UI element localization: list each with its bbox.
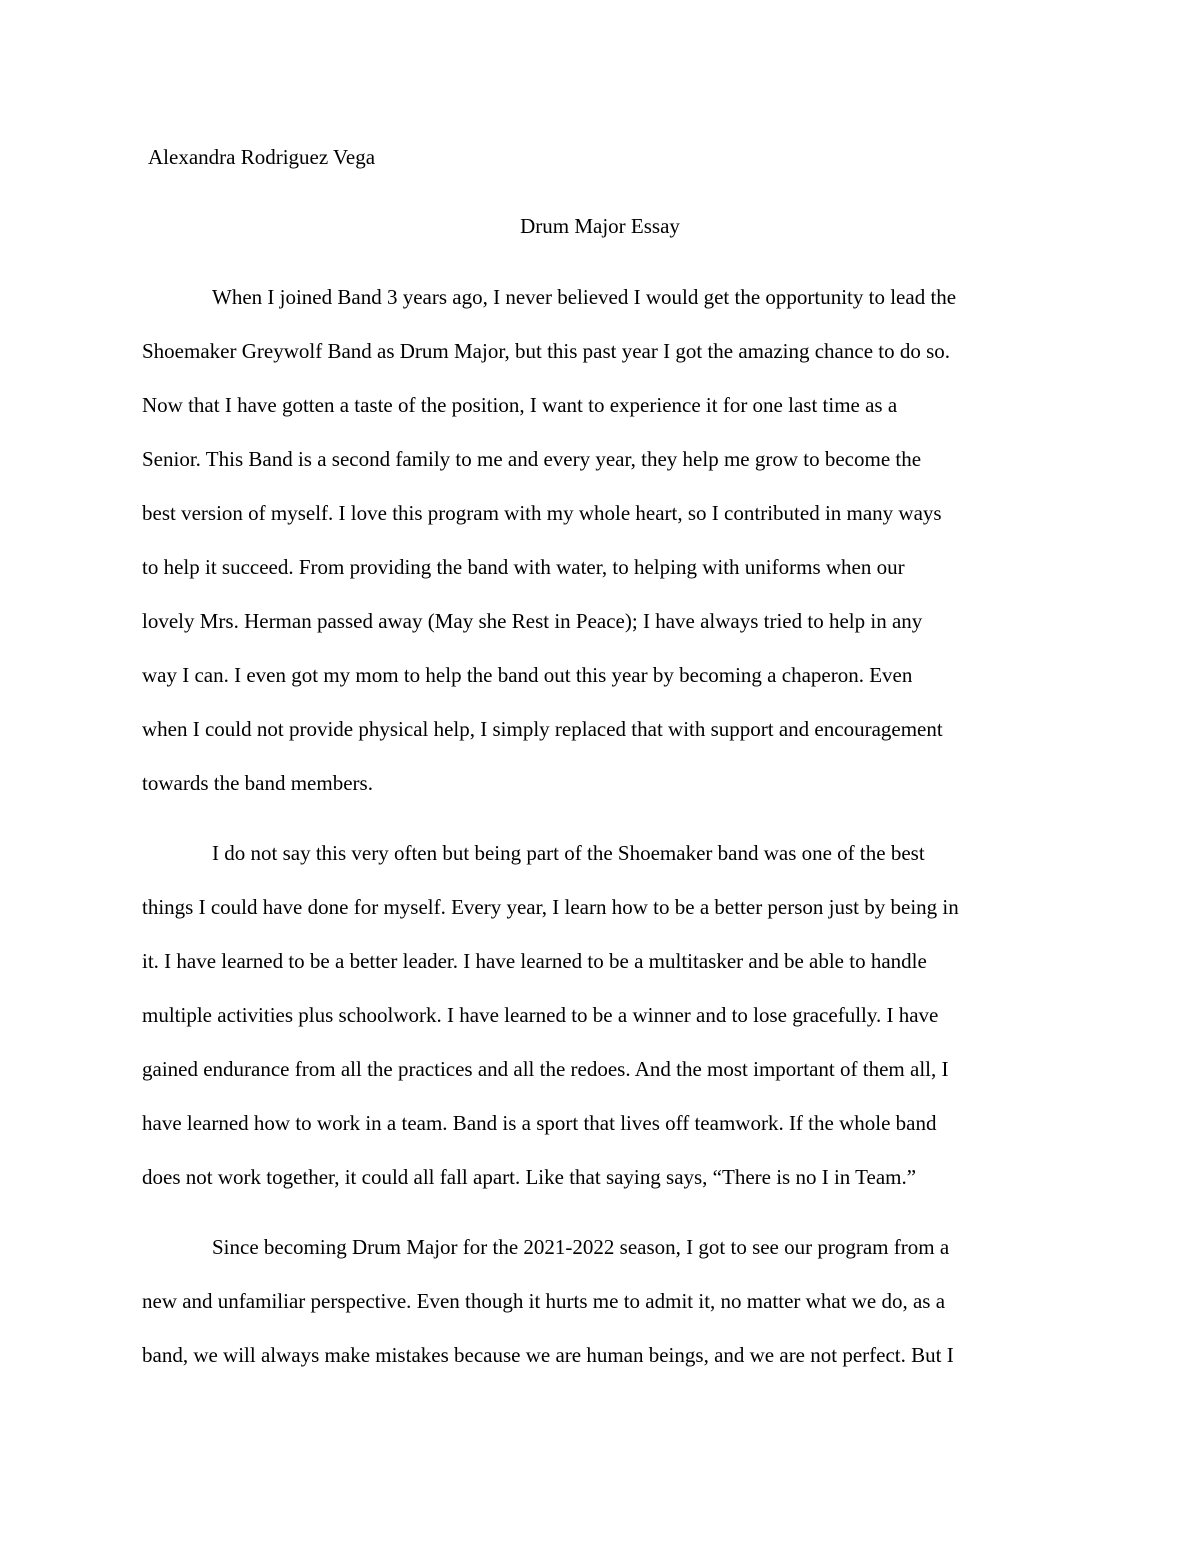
paragraph-2-line-2: things I could have done for myself. Every year, I learn how to be a better person just by being in <box>142 895 959 919</box>
paragraph-2-line-7: does not work together, it could all fall apart. Like that saying says, “There is no I in Team.” <box>142 1165 917 1189</box>
essay-title: Drum Major Essay <box>520 214 680 238</box>
paragraph-1-line-4: Senior. This Band is a second family to me and every year, they help me grow to become the <box>142 447 922 471</box>
paragraph-1-line-2: Shoemaker Greywolf Band as Drum Major, but this past year I got the amazing chance to do so. <box>142 339 951 363</box>
paragraph-1-line-3: Now that I have gotten a taste of the position, I want to experience it for one last time as a <box>142 393 898 417</box>
paragraph-2-line-5: gained endurance from all the practices and all the redoes. And the most important of them all, I <box>142 1057 949 1081</box>
paragraph-3-line-2: new and unfamiliar perspective. Even though it hurts me to admit it, no matter what we do, as a <box>142 1289 946 1313</box>
paragraph-1-line-9: when I could not provide physical help, I simply replaced that with support and encouragement <box>142 717 943 741</box>
paragraph-3-line-1: Since becoming Drum Major for the 2021-2022 season, I got to see our program from a <box>212 1235 950 1259</box>
paragraph-1-line-1: When I joined Band 3 years ago, I never believed I would get the opportunity to lead the <box>212 285 957 309</box>
paragraph-1-line-8: way I can. I even got my mom to help the band out this year by becoming a chaperon. Even <box>142 663 913 687</box>
paragraph-1-line-5: best version of myself. I love this program with my whole heart, so I contributed in many ways <box>142 501 942 525</box>
paragraph-1-line-7: lovely Mrs. Herman passed away (May she Rest in Peace); I have always tried to help in any <box>142 609 923 633</box>
paragraph-3-line-3: band, we will always make mistakes because we are human beings, and we are not perfect. But I <box>142 1343 954 1367</box>
paragraph-2-line-6: have learned how to work in a team. Band is a sport that lives off teamwork. If the whole band <box>142 1111 937 1135</box>
author-name: Alexandra Rodriguez Vega <box>148 145 376 169</box>
paragraph-1-line-6: to help it succeed. From providing the band with water, to helping with uniforms when our <box>142 555 905 579</box>
paragraph-2-line-1: I do not say this very often but being part of the Shoemaker band was one of the best <box>212 841 925 865</box>
paragraph-2-line-4: multiple activities plus schoolwork. I have learned to be a winner and to lose gracefully. I have <box>142 1003 939 1027</box>
paragraph-2-line-3: it. I have learned to be a better leader. I have learned to be a multitasker and be able to handle <box>142 949 927 973</box>
paragraph-1-line-10: towards the band members. <box>142 771 373 795</box>
